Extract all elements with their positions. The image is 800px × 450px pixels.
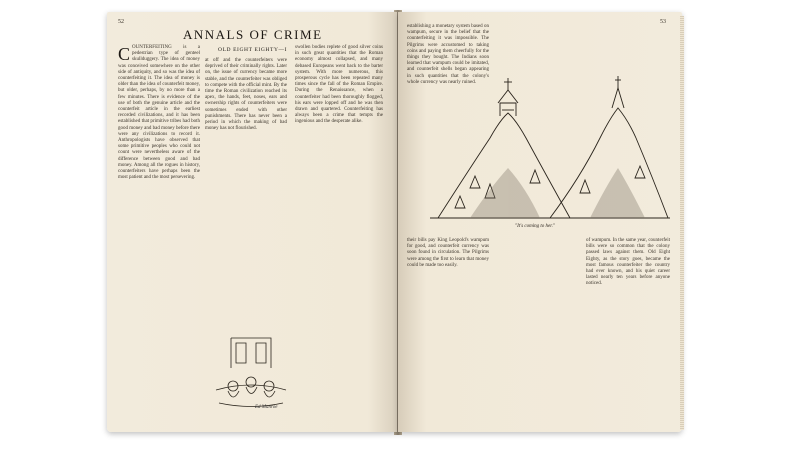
right-column-1: their bills pay King Leopold's wampum for good, and counterfeit currency was soon found in circulation. The Pilgrims were among the first to learn that money could be made too easily.	[407, 238, 489, 268]
department-title: ANNALS OF CRIME	[183, 27, 323, 42]
left-column-1-text: OUNTERFEITING is a pedestrian type of genteel skullduggery. The idea of money was conceived somewhere on the other side of antiquity, and so was the idea of counterfeiting it. The idea of money is older than the idea of counterfeit money, but older, perhaps, by no more than a few minutes. There is evidence of the use of both the genuine article and the counterfeit article in the earliest recorded civilizations, and it has been established that primitive tribes had both good money and bad money before there were any civilizations to record it. Anthropologists have observed that some primitive peoples who could not count were nevertheless aware of the difference between good and bad money. Among all the rogues in history, counterfeiters have perhaps been the most patient and the most persevering.	[118, 45, 200, 181]
page-edges	[680, 16, 684, 430]
artist-signature: Ed Munroe	[255, 405, 278, 410]
right-column-2	[494, 238, 576, 423]
left-column-3: swollen bodies replete of good silver coins in such great quantities that the Roman economy almost collapsed, and many debased Europeans went back to the barter system. With more numerous, this prosperous cycle has been repeated many times since the fall of the Roman Empire. During the Renaissance, when a counterfeiter had been thoroughly flogged, his ears were lopped off and he was then drawn and quartered. Counterfeiting has always been a crime that tempts the ingenious and the desperate alike.	[295, 45, 383, 125]
left-column-1	[118, 45, 200, 423]
right-column-3: of wampum. In the same year, counterfeit bills were so common that the colony passed laws against them. Old Eight Eighty, as the story goes, became the most famous counterfeiter the country had ever known, and his quiet career lasted nearly ten years before anyone noticed.	[586, 238, 670, 287]
left-column-2: at off and the counterfeiters were deprived of their criminally rights. Later on, the issue of currency became more stable, and the counterfeiter was obliged to compete with the official mint. By the time the Roman civilization reached its apex, the hands, feet, noses, ears and ownership rights of counterfeiters were sometimes ended with other punishments. There has never been a period in which the making of bad money has not flourished.	[205, 58, 287, 132]
left-page-number: 52	[118, 19, 124, 25]
right-column-2-top	[494, 24, 576, 58]
right-column-3-top	[586, 24, 670, 58]
drop-cap: C	[118, 44, 131, 64]
left-cartoon-illustration	[211, 328, 291, 416]
right-page-number: 53	[660, 19, 666, 25]
cartoon-caption: "It's coming to her."	[515, 224, 555, 229]
right-column-1-top: establishing a monetary system based on wampum, secure in the belief that the counterfeiting it was impossible. The Pilgrims were accustomed to taking coins and paying them cheerfully for the things they bought. The Indians soon learned that wampum could be imitated, and counterfeit shells began appearing in such quantities that the colony's whole currency was nearly ruined.	[407, 24, 489, 85]
mountains-cartoon-illustration	[430, 58, 670, 220]
story-title: OLD EIGHT EIGHTY—I	[218, 47, 288, 53]
